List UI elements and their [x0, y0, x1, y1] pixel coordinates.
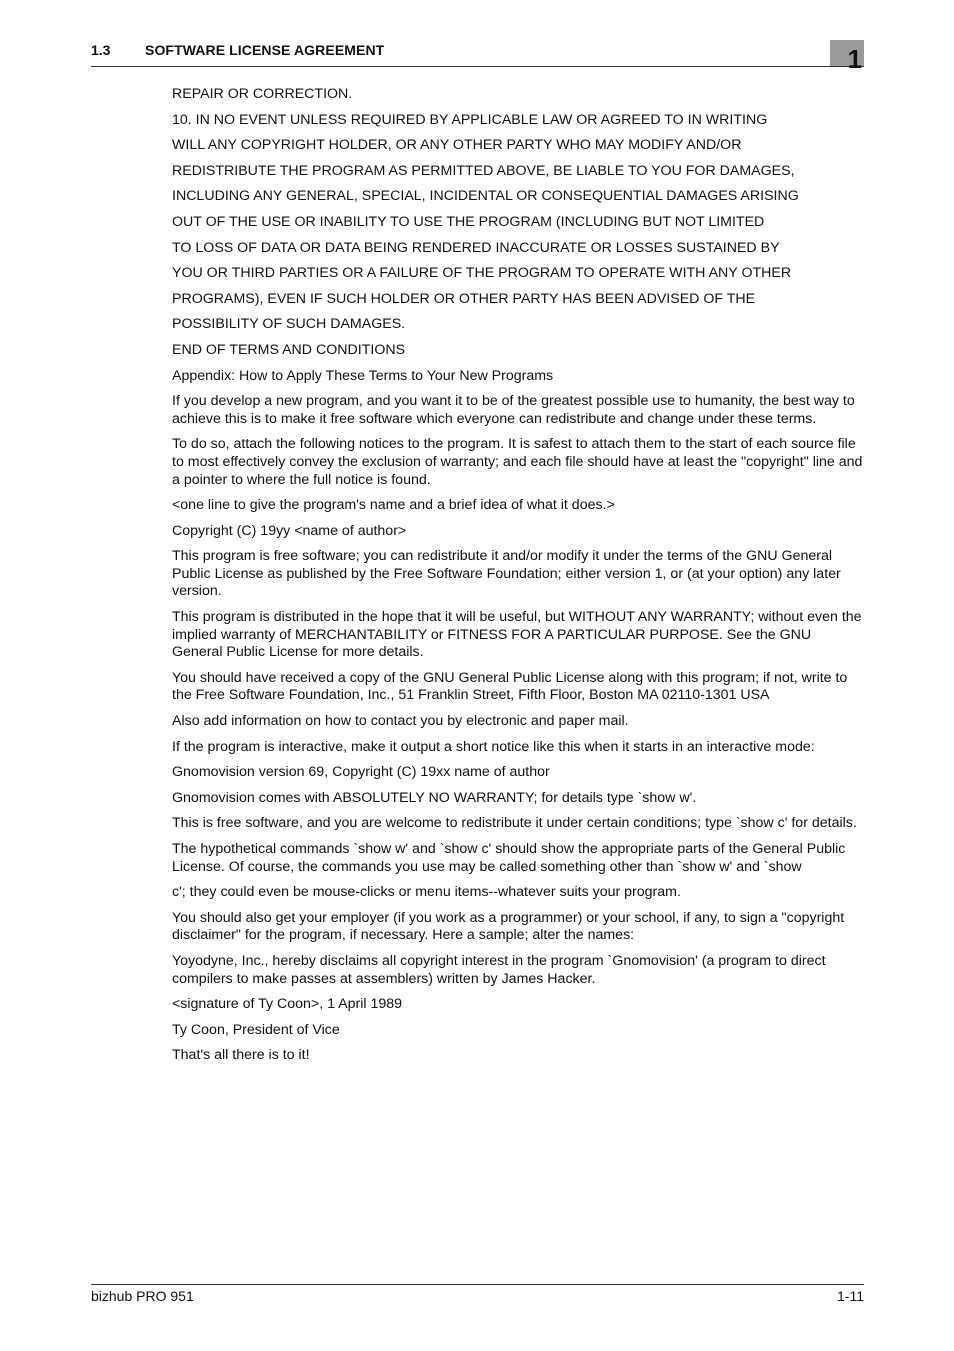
- paragraph: 10. IN NO EVENT UNLESS REQUIRED BY APPLICABLE LAW OR AGREED TO IN WRITING: [172, 111, 768, 128]
- paragraph: Ty Coon, President of Vice: [172, 1021, 340, 1038]
- paragraph: That's all there is to it!: [172, 1047, 310, 1064]
- page-footer: [91, 1284, 864, 1309]
- section-number: 1.3: [91, 42, 111, 58]
- paragraph: OUT OF THE USE OR INABILITY TO USE THE PROGRAM (INCLUDING BUT NOT LIMITED: [172, 213, 765, 230]
- paragraph: POSSIBILITY OF SUCH DAMAGES.: [172, 316, 406, 333]
- page-number: 1-11: [837, 1288, 864, 1304]
- paragraph: If you develop a new program, and you want it to be of the greatest possible use to humanity, the best way to achieve this is to make it free software which everyone can redistribute and change under these terms.: [172, 393, 855, 427]
- paragraph: Gnomovision version 69, Copyright (C) 19xx name of author: [172, 764, 550, 781]
- paragraph: c'; they could even be mouse-clicks or menu items--whatever suits your program.: [172, 884, 681, 901]
- paragraph: WILL ANY COPYRIGHT HOLDER, OR ANY OTHER PARTY WHO MAY MODIFY AND/OR: [172, 137, 742, 154]
- paragraph: This is free software, and you are welcome to redistribute it under certain conditions; type `show c' for details.: [172, 815, 857, 832]
- paragraph: You should also get your employer (if you work as a programmer) or your school, if any, to sign a "copyright disclaimer" for the program, if necessary. Here a sample; alter the names:: [172, 909, 845, 944]
- paragraph: You should have received a copy of the GNU General Public License along with this program; if not, write to the Free Software Foundation, Inc., 51 Franklin Street, Fifth Floor, Boston MA 02110-1301 USA: [172, 669, 848, 704]
- paragraph: YOU OR THIRD PARTIES OR A FAILURE OF THE PROGRAM TO OPERATE WITH ANY OTHER: [172, 265, 792, 282]
- paragraph: Appendix: How to Apply These Terms to Your New Programs: [172, 367, 554, 384]
- paragraph: Gnomovision comes with ABSOLUTELY NO WARRANTY; for details type `show w'.: [172, 789, 697, 806]
- paragraph: REPAIR OR CORRECTION.: [172, 86, 353, 102]
- paragraph: PROGRAMS), EVEN IF SUCH HOLDER OR OTHER PARTY HAS BEEN ADVISED OF THE: [172, 290, 756, 307]
- paragraph: If the program is interactive, make it output a short notice like this when it starts in an interactive mode:: [172, 738, 815, 755]
- paragraph: <one line to give the program's name and a brief idea of what it does.>: [172, 497, 615, 514]
- paragraph: Also add information on how to contact you by electronic and paper mail.: [172, 713, 629, 730]
- paragraph: INCLUDING ANY GENERAL, SPECIAL, INCIDENTAL OR CONSEQUENTIAL DAMAGES ARISING: [172, 188, 799, 205]
- paragraph: END OF TERMS AND CONDITIONS: [172, 341, 406, 358]
- paragraph: Yoyodyne, Inc., hereby disclaims all copyright interest in the program `Gnomovision' (a program to direct compilers to make passes at assemblers) written by James Hacker.: [172, 952, 826, 987]
- paragraph: To do so, attach the following notices to the program. It is safest to attach them to the start of each source file to most effectively convey the exclusion of warranty; and each file should have at least the "copyright" line and a pointer to where the full notice is found.: [172, 436, 863, 488]
- paragraph: Copyright (C) 19yy <name of author>: [172, 522, 407, 539]
- paragraph: This program is free software; you can redistribute it and/or modify it under the terms of the GNU General Public License as published by the Free Software Foundation; either version 1, or (at your option) any later version.: [172, 548, 841, 600]
- paragraph: REDISTRIBUTE THE PROGRAM AS PERMITTED ABOVE, BE LIABLE TO YOU FOR DAMAGES,: [172, 162, 795, 179]
- chapter-tab: [830, 40, 864, 74]
- paragraph: TO LOSS OF DATA OR DATA BEING RENDERED INACCURATE OR LOSSES SUSTAINED BY: [172, 239, 780, 256]
- paragraph: <signature of Ty Coon>, 1 April 1989: [172, 996, 403, 1013]
- section-title: SOFTWARE LICENSE AGREEMENT: [145, 42, 385, 58]
- paragraph: The hypothetical commands `show w' and `show c' should show the appropriate parts of the General Public License. Of course, the commands you use may be called something other than `show w' and `show: [172, 841, 846, 875]
- document-body: [172, 86, 864, 1073]
- paragraph: This program is distributed in the hope that it will be useful, but WITHOUT ANY WARRANTY; without even the implied warranty of MERCHANTABILITY or FITNESS FOR A PARTICULAR PURPOSE. See the GNU General Public License for more details.: [172, 609, 862, 661]
- product-name: bizhub PRO 951: [91, 1288, 194, 1304]
- chapter-number: 1: [847, 44, 862, 74]
- page-header: [91, 38, 864, 74]
